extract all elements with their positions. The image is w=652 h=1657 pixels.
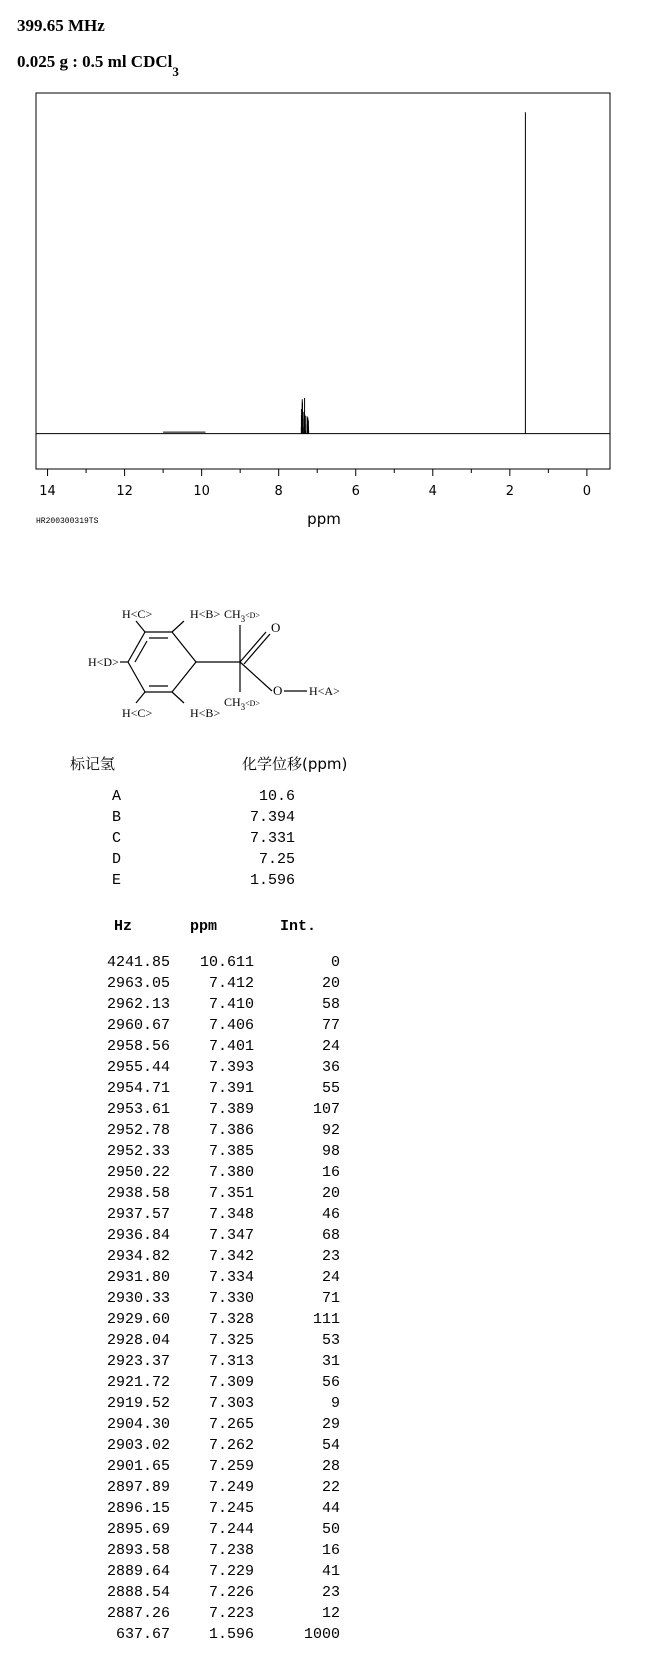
hz-column-header: Hz xyxy=(114,918,133,935)
peak-ppm: 10.611 xyxy=(199,954,254,971)
peak-row xyxy=(90,1269,340,1289)
peak-hz: 2897.89 xyxy=(106,1479,170,1496)
peak-hz: 2901.65 xyxy=(106,1458,170,1475)
h-d-label: H<D> xyxy=(88,655,119,669)
peak-intensity: 98 xyxy=(321,1143,340,1160)
peak-intensity: 50 xyxy=(321,1521,340,1538)
peak-hz: 2934.82 xyxy=(106,1248,170,1265)
peak-row xyxy=(90,1626,340,1646)
intensity-column-header: Int. xyxy=(280,918,317,935)
peak-row xyxy=(90,1038,340,1058)
peak-row xyxy=(90,1563,340,1583)
peak-hz: 2895.69 xyxy=(106,1521,170,1538)
x-tick-label: 8 xyxy=(274,484,283,499)
peak-intensity: 44 xyxy=(321,1500,340,1517)
peak-ppm: 7.245 xyxy=(208,1500,254,1517)
peak-ppm: 7.385 xyxy=(208,1143,254,1160)
peak-ppm: 7.262 xyxy=(208,1437,254,1454)
assignment-shift: 1.596 xyxy=(249,872,295,889)
peak-row xyxy=(90,1395,340,1415)
peak-hz: 2896.15 xyxy=(106,1500,170,1517)
peak-intensity: 0 xyxy=(330,954,340,971)
peak-intensity: 68 xyxy=(321,1227,340,1244)
assignment-shift: 7.394 xyxy=(249,809,295,826)
peak-row xyxy=(90,1311,340,1331)
methyl-bottom-tag: <D> xyxy=(245,699,260,708)
assignment-shift: 10.6 xyxy=(258,788,295,805)
x-tick-label: 4 xyxy=(428,484,437,499)
peak-intensity: 12 xyxy=(321,1605,340,1622)
x-axis-label: ppm xyxy=(307,510,341,528)
ppm-column-header: ppm xyxy=(190,918,218,935)
peak-row xyxy=(90,1458,340,1478)
peak-ppm: 7.303 xyxy=(208,1395,254,1412)
peak-ppm: 7.249 xyxy=(208,1479,254,1496)
methyl-top-tag: <D> xyxy=(245,611,260,620)
peak-hz: 2936.84 xyxy=(106,1227,170,1244)
assignment-row xyxy=(95,788,295,808)
peak-ppm: 7.391 xyxy=(208,1080,254,1097)
nmr-spectrum-chart xyxy=(0,0,652,540)
peak-hz: 2962.13 xyxy=(106,996,170,1013)
peak-hz: 2919.52 xyxy=(106,1395,170,1412)
peak-row xyxy=(90,1605,340,1625)
peak-intensity: 31 xyxy=(321,1353,340,1370)
peak-ppm: 7.265 xyxy=(208,1416,254,1433)
peak-hz: 2952.33 xyxy=(106,1143,170,1160)
peak-intensity: 92 xyxy=(321,1122,340,1139)
sample-subscript: 3 xyxy=(172,64,179,80)
peak-hz: 2889.64 xyxy=(106,1563,170,1580)
peak-hz: 2930.33 xyxy=(106,1290,170,1307)
peak-hz: 2903.02 xyxy=(106,1437,170,1454)
peak-row xyxy=(90,1500,340,1520)
assignment-label: E xyxy=(112,872,122,889)
peak-hz: 2954.71 xyxy=(106,1080,170,1097)
peak-ppm: 1.596 xyxy=(208,1626,254,1643)
peak-intensity: 56 xyxy=(321,1374,340,1391)
peak-row xyxy=(90,1101,340,1121)
peak-intensity: 58 xyxy=(321,996,340,1013)
assignment-label: A xyxy=(112,788,122,805)
methyl-bottom-sub: 3 xyxy=(240,702,246,712)
peak-intensity: 71 xyxy=(321,1290,340,1307)
assignment-row xyxy=(95,872,295,892)
peak-ppm: 7.380 xyxy=(208,1164,254,1181)
assignment-row xyxy=(95,830,295,850)
peak-ppm: 7.244 xyxy=(208,1521,254,1538)
peak-hz: 2928.04 xyxy=(106,1332,170,1349)
h-b-bottom-label: H<B> xyxy=(190,706,221,720)
peak-hz: 2931.80 xyxy=(106,1269,170,1286)
peak-hz: 2958.56 xyxy=(106,1038,170,1055)
peak-intensity: 29 xyxy=(321,1416,340,1433)
spectrometer-frequency: 399.65 MHz xyxy=(17,16,105,35)
x-tick-label: 6 xyxy=(351,484,360,499)
peak-intensity: 23 xyxy=(321,1584,340,1601)
peak-row xyxy=(90,1164,340,1184)
peak-row xyxy=(90,1143,340,1163)
peak-row xyxy=(90,1479,340,1499)
peak-row xyxy=(90,954,340,974)
peak-row xyxy=(90,1374,340,1394)
peak-ppm: 7.393 xyxy=(208,1059,254,1076)
peak-ppm: 7.386 xyxy=(208,1122,254,1139)
peak-row xyxy=(90,1206,340,1226)
peak-table-header xyxy=(90,918,340,938)
x-tick-label: 0 xyxy=(582,484,592,499)
peak-intensity: 24 xyxy=(321,1038,340,1055)
peak-intensity: 54 xyxy=(321,1437,340,1454)
peak-hz: 2904.30 xyxy=(106,1416,170,1433)
peak-intensity: 16 xyxy=(321,1164,340,1181)
assignment-label-header: 标记氢 xyxy=(70,755,116,773)
peak-ppm: 7.351 xyxy=(208,1185,254,1202)
peak-hz: 2923.37 xyxy=(106,1353,170,1370)
methyl-top-sub: 3 xyxy=(240,614,246,624)
assignment-shift-header: 化学位移(ppm) xyxy=(242,755,348,773)
peak-ppm: 7.226 xyxy=(208,1584,254,1601)
sample-text: 0.025 g : 0.5 ml CDCl xyxy=(17,52,173,71)
peak-ppm: 7.412 xyxy=(208,975,254,992)
x-tick-label: 2 xyxy=(505,484,514,499)
peak-intensity: 28 xyxy=(321,1458,340,1475)
peak-row xyxy=(90,1227,340,1247)
peak-intensity: 55 xyxy=(321,1080,340,1097)
peak-row xyxy=(90,1248,340,1268)
peak-row xyxy=(90,1017,340,1037)
assignment-label: B xyxy=(112,809,122,826)
peak-intensity: 77 xyxy=(321,1017,340,1034)
methyl-bottom-label xyxy=(224,695,260,712)
peak-row xyxy=(90,1332,340,1352)
x-tick-label: 12 xyxy=(116,484,133,499)
peak-row xyxy=(90,996,340,1016)
peak-ppm: 7.406 xyxy=(208,1017,254,1034)
assignment-label: D xyxy=(112,851,122,868)
x-tick-label: 10 xyxy=(193,484,210,499)
peak-intensity: 16 xyxy=(321,1542,340,1559)
peak-hz: 2960.67 xyxy=(106,1017,170,1034)
peak-intensity: 41 xyxy=(321,1563,340,1580)
peak-ppm: 7.259 xyxy=(208,1458,254,1475)
peak-row xyxy=(90,1290,340,1310)
peak-hz: 2888.54 xyxy=(106,1584,170,1601)
peak-ppm: 7.348 xyxy=(208,1206,254,1223)
peak-ppm: 7.238 xyxy=(208,1542,254,1559)
peak-ppm: 7.313 xyxy=(208,1353,254,1370)
h-a-label: H<A> xyxy=(309,684,340,698)
peak-hz: 2963.05 xyxy=(106,975,170,992)
peak-hz: 2953.61 xyxy=(106,1101,170,1118)
peak-row xyxy=(90,1059,340,1079)
peak-ppm: 7.389 xyxy=(208,1101,254,1118)
peak-ppm: 7.223 xyxy=(208,1605,254,1622)
molecule-structure xyxy=(0,585,652,740)
peak-ppm: 7.309 xyxy=(208,1374,254,1391)
peak-hz: 2921.72 xyxy=(106,1374,170,1391)
peak-intensity: 107 xyxy=(312,1101,340,1118)
methyl-bottom-ch: CH xyxy=(224,695,241,709)
hydroxyl-oxygen-label: O xyxy=(273,683,283,698)
peak-hz: 2893.58 xyxy=(106,1542,170,1559)
peak-row xyxy=(90,1080,340,1100)
peak-hz: 2952.78 xyxy=(106,1122,170,1139)
peak-ppm: 7.325 xyxy=(208,1332,254,1349)
peak-row xyxy=(90,1353,340,1373)
peak-row xyxy=(90,1185,340,1205)
peak-hz: 2950.22 xyxy=(106,1164,170,1181)
peak-ppm: 7.328 xyxy=(208,1311,254,1328)
assignment-row xyxy=(95,851,295,871)
peak-intensity: 24 xyxy=(321,1269,340,1286)
peak-ppm: 7.342 xyxy=(208,1248,254,1265)
peak-intensity: 9 xyxy=(330,1395,340,1412)
methyl-top-label xyxy=(224,607,260,624)
peak-intensity: 20 xyxy=(321,1185,340,1202)
assignment-shift: 7.331 xyxy=(249,830,295,847)
h-b-top-label: H<B> xyxy=(190,607,221,621)
peak-intensity: 111 xyxy=(312,1311,340,1328)
x-axis-ticks xyxy=(39,469,591,499)
peak-intensity: 23 xyxy=(321,1248,340,1265)
peak-intensity: 46 xyxy=(321,1206,340,1223)
peak-row xyxy=(90,1542,340,1562)
peak-intensity: 53 xyxy=(321,1332,340,1349)
peak-hz: 2937.57 xyxy=(106,1206,170,1223)
peak-ppm: 7.330 xyxy=(208,1290,254,1307)
peak-intensity: 36 xyxy=(321,1059,340,1076)
peak-intensity: 1000 xyxy=(303,1626,340,1643)
peak-ppm: 7.347 xyxy=(208,1227,254,1244)
peak-row xyxy=(90,1416,340,1436)
assignment-shift: 7.25 xyxy=(258,851,295,868)
carbonyl-oxygen-label: O xyxy=(271,620,281,635)
x-tick-label: 14 xyxy=(39,484,56,499)
peak-row xyxy=(90,1521,340,1541)
peak-hz: 2938.58 xyxy=(106,1185,170,1202)
peak-hz: 2955.44 xyxy=(106,1059,170,1076)
h-c-top-label: H<C> xyxy=(122,607,153,621)
peak-hz: 4241.85 xyxy=(106,954,170,971)
spectrum-id: HR200300319TS xyxy=(36,517,99,526)
peak-ppm: 7.401 xyxy=(208,1038,254,1055)
peak-intensity: 22 xyxy=(321,1479,340,1496)
peak-hz: 2887.26 xyxy=(106,1605,170,1622)
peak-row xyxy=(90,1437,340,1457)
spectrum-trace xyxy=(36,112,610,433)
peak-hz: 2929.60 xyxy=(106,1311,170,1328)
peak-row xyxy=(90,1122,340,1142)
peak-ppm: 7.229 xyxy=(208,1563,254,1580)
peak-intensity: 20 xyxy=(321,975,340,992)
assignment-row xyxy=(95,809,295,829)
methyl-top-ch: CH xyxy=(224,607,241,621)
peak-row xyxy=(90,1584,340,1604)
peak-ppm: 7.334 xyxy=(208,1269,254,1286)
assignment-label: C xyxy=(112,830,122,847)
h-c-bottom-label: H<C> xyxy=(122,706,153,720)
peak-ppm: 7.410 xyxy=(208,996,254,1013)
plot-frame xyxy=(36,93,610,469)
peak-row xyxy=(90,975,340,995)
peak-hz: 637.67 xyxy=(115,1626,170,1643)
